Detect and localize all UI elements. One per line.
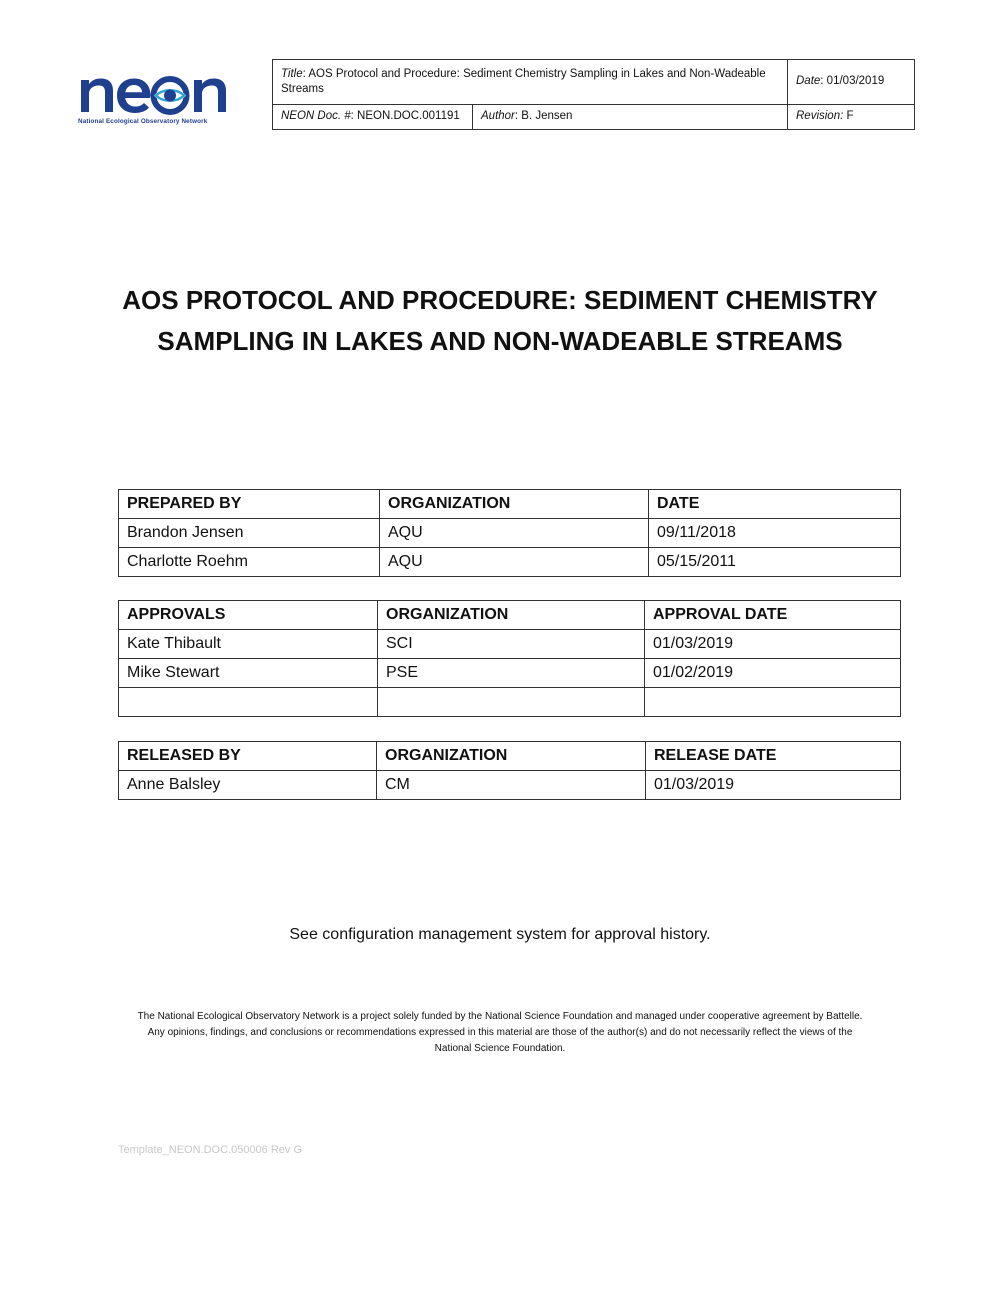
approver-name: [119, 688, 378, 717]
disclaimer-line2: Any opinions, findings, and conclusions or recommendations expressed in this material are those of the author(s) and do not necessarily reflect the views of the: [147, 1027, 853, 1038]
table-row: [119, 548, 901, 577]
released-header-name: RELEASED BY: [119, 742, 377, 771]
released-by-table: [118, 741, 901, 800]
approvals-table: [118, 600, 901, 717]
released-header-row: [119, 742, 901, 771]
approvals-header-row: [119, 601, 901, 630]
prepared-by-table: [118, 489, 901, 577]
approvals-header-date: APPROVAL DATE: [645, 601, 901, 630]
approver-date: 01/02/2019: [645, 659, 901, 688]
header-row-title: [273, 60, 915, 105]
document-title: [100, 280, 900, 362]
header-date-cell: [788, 60, 915, 105]
approver-name: Kate Thibault: [119, 630, 378, 659]
approver-date: 01/03/2019: [645, 630, 901, 659]
header-row-meta: [273, 104, 915, 129]
header-title-cell: [273, 60, 788, 105]
funding-disclaimer: [110, 1009, 890, 1057]
release-date: 01/03/2019: [646, 771, 901, 800]
neon-wordmark-icon: [78, 70, 230, 116]
header-revision-value: F: [843, 110, 854, 123]
approvals-header-name: APPROVALS: [119, 601, 378, 630]
prepared-header-org: ORGANIZATION: [380, 490, 649, 519]
approver-org: [378, 688, 645, 717]
neon-logo: [78, 70, 230, 130]
approver-org: SCI: [378, 630, 645, 659]
table-row: [119, 688, 901, 717]
header-author-label: Author: [481, 110, 515, 123]
approver-org: PSE: [378, 659, 645, 688]
prepared-header-row: [119, 490, 901, 519]
header-revision-label: Revision:: [796, 110, 844, 123]
document-title-line1: AOS PROTOCOL AND PROCEDURE: SEDIMENT CHEMISTRY: [122, 285, 878, 315]
header-title-value: : AOS Protocol and Procedure: Sediment Chemistry Sampling in Lakes and Non-Wadeable Streams: [281, 67, 766, 95]
header-revision-cell: [788, 104, 915, 129]
approval-history-note: See configuration management system for approval history.: [289, 926, 711, 943]
released-header-org: ORGANIZATION: [377, 742, 646, 771]
prepared-date: 09/11/2018: [649, 519, 901, 548]
approvals-header-org: ORGANIZATION: [378, 601, 645, 630]
disclaimer-line1: The National Ecological Observatory Network is a project solely funded by the National Science Foundation and managed under cooperative agreement by Battelle.: [137, 1011, 863, 1022]
header-doc-cell: [273, 104, 473, 129]
table-row: [119, 771, 901, 800]
header-date-value: : 01/03/2019: [820, 75, 885, 88]
header-doc-label: NEON Doc. #: [281, 110, 351, 123]
released-header-date: RELEASE DATE: [646, 742, 901, 771]
header-doc-value: : NEON.DOC.001191: [350, 110, 460, 123]
prepared-header-date: DATE: [649, 490, 901, 519]
table-row: [119, 630, 901, 659]
prepared-name: Charlotte Roehm: [119, 548, 380, 577]
table-row: [119, 659, 901, 688]
releaser-org: CM: [377, 771, 646, 800]
releaser-name: Anne Balsley: [119, 771, 377, 800]
logo-tagline: National Ecological Observatory Network: [78, 118, 208, 125]
document-title-line2: SAMPLING IN LAKES AND NON-WADEABLE STREAMS: [157, 326, 843, 356]
table-row: [119, 519, 901, 548]
prepared-header-name: PREPARED BY: [119, 490, 380, 519]
disclaimer-line3: National Science Foundation.: [434, 1043, 566, 1054]
prepared-org: AQU: [380, 548, 649, 577]
approver-date: [645, 688, 901, 717]
header-title-label: Title: [281, 67, 303, 80]
document-header-table: [272, 59, 915, 130]
approver-name: Mike Stewart: [119, 659, 378, 688]
header-date-label: Date: [796, 75, 821, 88]
header-author-cell: [473, 104, 788, 129]
prepared-org: AQU: [380, 519, 649, 548]
header-author-value: : B. Jensen: [514, 110, 573, 123]
prepared-date: 05/15/2011: [649, 548, 901, 577]
template-identifier: Template_NEON.DOC.050006 Rev G: [118, 1144, 303, 1156]
prepared-name: Brandon Jensen: [119, 519, 380, 548]
